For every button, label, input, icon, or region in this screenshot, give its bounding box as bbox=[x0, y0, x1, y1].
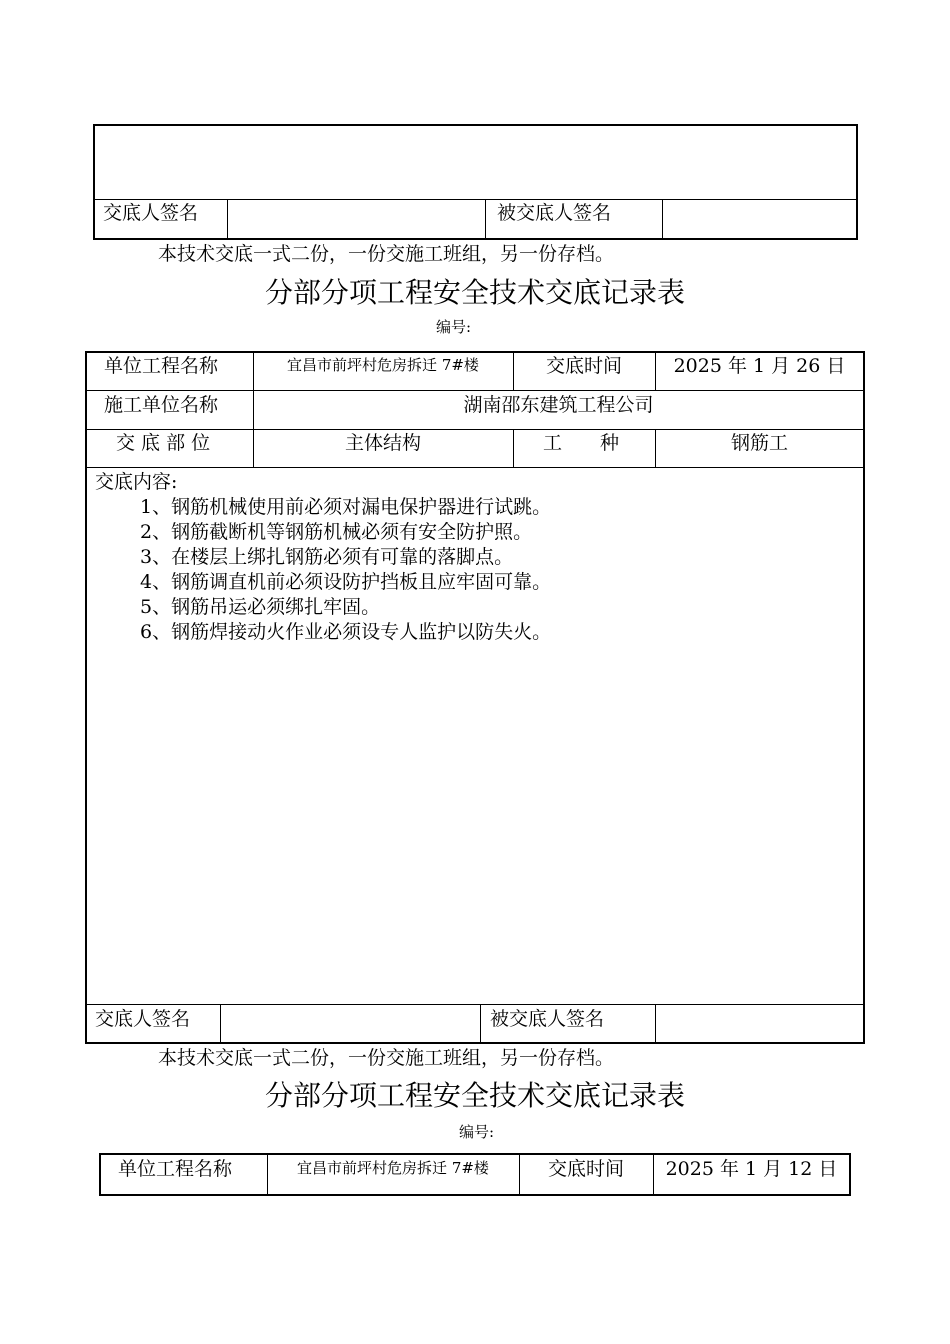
content-label: 交底内容: bbox=[95, 471, 178, 493]
contractor-value: 湖南邵东建筑工程公司 bbox=[463, 394, 654, 416]
table-divider bbox=[86, 467, 864, 468]
record-title: 分部分项工程安全技术交底记录表 bbox=[264, 1079, 685, 1112]
table-divider bbox=[485, 200, 486, 239]
table-divider bbox=[220, 1005, 221, 1043]
unit-project-value: 宜昌市前坪村危房拆迁 7#楼 bbox=[297, 1159, 489, 1177]
content-item: 5、钢筋吊运必须绑扎牢固。 bbox=[140, 596, 381, 618]
date-value: 2025 年 1 月 26 日 bbox=[673, 355, 846, 377]
previous-record-table bbox=[93, 124, 858, 240]
record-table bbox=[85, 351, 865, 1044]
sign-label: 交底人签名 bbox=[103, 202, 199, 224]
unit-project-value: 宜昌市前坪村危房拆迁 7#楼 bbox=[287, 356, 479, 374]
sign-label: 交底人签名 bbox=[95, 1008, 191, 1030]
content-item: 1、钢筋机械使用前必须对漏电保护器进行试跳。 bbox=[140, 496, 552, 518]
trade-label: 工 种 bbox=[543, 432, 620, 454]
receiver-sign-label: 被交底人签名 bbox=[497, 202, 612, 224]
date-label: 交底时间 bbox=[545, 355, 622, 377]
table-divider bbox=[86, 429, 864, 430]
table-divider bbox=[480, 1005, 481, 1043]
part-label: 交 底 部 位 bbox=[116, 432, 211, 454]
content-item: 4、钢筋调直机前必须设防护挡板且应牢固可靠。 bbox=[140, 571, 552, 593]
serial-number-label: 编号: bbox=[436, 318, 472, 336]
unit-project-label: 单位工程名称 bbox=[104, 355, 219, 377]
table-divider bbox=[86, 390, 864, 391]
content-item: 2、钢筋截断机等钢筋机械必须有安全防护照。 bbox=[140, 521, 533, 543]
table-divider bbox=[513, 430, 514, 467]
part-value: 主体结构 bbox=[344, 432, 421, 454]
table-divider bbox=[94, 199, 857, 200]
table-divider bbox=[655, 1005, 656, 1043]
serial-number-label: 编号: bbox=[459, 1123, 495, 1141]
receiver-sign-label: 被交底人签名 bbox=[490, 1008, 605, 1030]
copy-note: 本技术交底一式二份，一份交施工班组，另一份存档。 bbox=[158, 243, 615, 265]
table-divider bbox=[662, 200, 663, 239]
table-divider bbox=[227, 200, 228, 239]
content-item: 3、在楼层上绑扎钢筋必须有可靠的落脚点。 bbox=[140, 546, 514, 568]
date-value: 2025 年 1 月 12 日 bbox=[665, 1158, 838, 1180]
contractor-label: 施工单位名称 bbox=[104, 394, 219, 416]
date-label: 交底时间 bbox=[547, 1158, 624, 1180]
trade-value: 钢筋工 bbox=[730, 432, 788, 454]
content-item: 6、钢筋焊接动火作业必须设专人监护以防失火。 bbox=[140, 621, 552, 643]
copy-note: 本技术交底一式二份，一份交施工班组，另一份存档。 bbox=[158, 1047, 615, 1069]
unit-project-label: 单位工程名称 bbox=[118, 1158, 233, 1180]
record-title: 分部分项工程安全技术交底记录表 bbox=[264, 276, 685, 309]
table-divider bbox=[86, 1004, 864, 1005]
